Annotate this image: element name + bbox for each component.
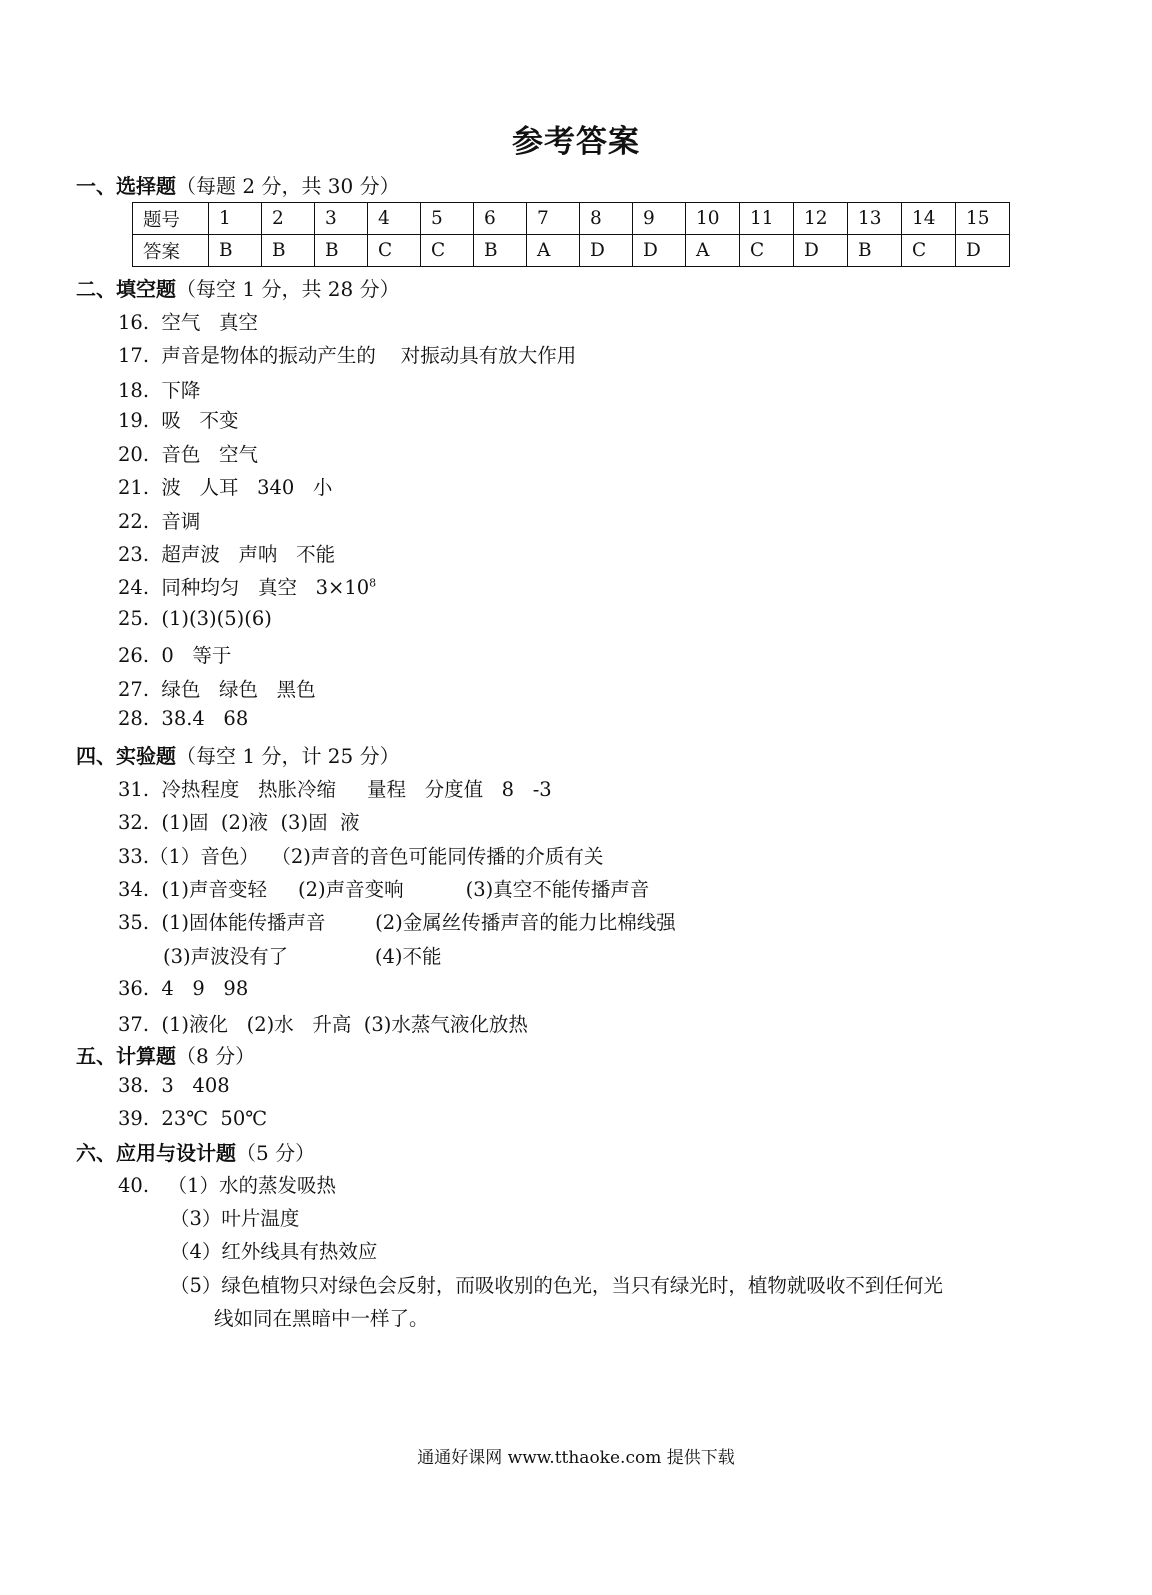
section-experiment-heading: [76, 740, 400, 769]
table-cell: B: [262, 235, 315, 267]
answer-line: 16. 空气 真空: [118, 311, 259, 334]
section-fill-heading: [76, 273, 400, 302]
table-cell: 6: [474, 203, 527, 235]
answer-line: 28. 38.4 68: [118, 707, 249, 730]
table-cell: 3: [315, 203, 368, 235]
table-cell: C: [902, 235, 956, 267]
table-cell: 5: [421, 203, 474, 235]
table-cell: 10: [686, 203, 740, 235]
answer-subline-continued: 线如同在黑暗中一样了。: [214, 1307, 429, 1330]
table-cell: B: [474, 235, 527, 267]
table-cell: 4: [368, 203, 421, 235]
answer-line-24: [118, 572, 376, 600]
section-choice-title: 一、选择题: [76, 174, 176, 198]
answer-subline: （5）绿色植物只对绿色会反射，而吸收别的色光，当只有绿光时，植物就吸收不到任何光: [170, 1274, 943, 1297]
answer-line: 19. 吸 不变: [118, 409, 239, 432]
answer-line: 22. 音调: [118, 510, 201, 533]
answer-line: 35. (1)固体能传播声音 (2)金属丝传播声音的能力比棉线强: [118, 911, 676, 934]
section-choice-heading: [76, 170, 400, 199]
table-cell: 9: [633, 203, 686, 235]
table-cell: 7: [527, 203, 580, 235]
section-calc-note: （8 分）: [176, 1044, 256, 1068]
section-calc-heading: [76, 1040, 255, 1069]
section-application-title: 六、应用与设计题: [76, 1141, 236, 1165]
answer-line: 31. 冷热程度 热胀冷缩 量程 分度值 8 -3: [118, 778, 552, 801]
table-cell: 8: [580, 203, 633, 235]
answer-table: [132, 202, 1010, 267]
answer-line: 27. 绿色 绿色 黑色: [118, 678, 316, 701]
answer-line: 37. (1)液化 (2)水 升高 (3)水蒸气液化放热: [118, 1013, 528, 1036]
table-cell: 2: [262, 203, 315, 235]
table-cell: C: [368, 235, 421, 267]
table-cell: 13: [848, 203, 902, 235]
table-cell: 12: [794, 203, 848, 235]
section-experiment-title: 四、实验题: [76, 744, 176, 768]
table-cell: 11: [740, 203, 794, 235]
page-title: 参考答案: [512, 124, 640, 160]
table-cell: B: [209, 235, 262, 267]
answer-line: 18. 下降: [118, 379, 201, 402]
section-choice-note: （每题 2 分，共 30 分）: [176, 174, 400, 198]
answer-subline: （3）叶片温度: [170, 1207, 300, 1230]
table-row-answers: [133, 235, 1010, 267]
footer-source: 通通好课网 www.tthaoke.com 提供下载: [417, 1448, 735, 1468]
table-cell: B: [315, 235, 368, 267]
table-cell: 14: [902, 203, 956, 235]
answer-subline: （4）红外线具有热效应: [170, 1240, 378, 1263]
table-cell: D: [794, 235, 848, 267]
answer-line: 25. (1)(3)(5)(6): [118, 607, 272, 630]
answer-line-continued: (3)声波没有了 (4)不能: [163, 945, 442, 968]
answer-line: 34. (1)声音变轻 (2)声音变响 (3)真空不能传播声音: [118, 878, 650, 901]
section-calc-title: 五、计算题: [76, 1044, 176, 1068]
section-application-heading: [76, 1137, 315, 1166]
answer-24-exponent: 8: [369, 576, 377, 590]
table-row-numbers: [133, 203, 1010, 235]
row-label-number: 题号: [133, 203, 209, 235]
table-cell: C: [740, 235, 794, 267]
table-cell: A: [527, 235, 580, 267]
table-cell: D: [633, 235, 686, 267]
row-label-answer: 答案: [133, 235, 209, 267]
answer-line: 20. 音色 空气: [118, 443, 259, 466]
answer-line: 17. 声音是物体的振动产生的 对振动具有放大作用: [118, 344, 577, 367]
table-cell: C: [421, 235, 474, 267]
answer-line: 21. 波 人耳 340 小: [118, 476, 333, 499]
answer-line: 23. 超声波 声呐 不能: [118, 543, 336, 566]
answer-line: 36. 4 9 98: [118, 977, 249, 1000]
table-cell: A: [686, 235, 740, 267]
section-fill-title: 二、填空题: [76, 277, 176, 301]
answer-line: 38. 3 408: [118, 1074, 230, 1097]
answer-24-text: 24. 同种均匀 真空 3×10: [118, 576, 370, 599]
table-cell: D: [580, 235, 633, 267]
answer-line: 26. 0 等于: [118, 644, 232, 667]
table-cell: 15: [956, 203, 1010, 235]
table-cell: D: [956, 235, 1010, 267]
section-application-note: （5 分）: [236, 1141, 316, 1165]
section-experiment-note: （每空 1 分，计 25 分）: [176, 744, 400, 768]
answer-line: 40. （1）水的蒸发吸热: [118, 1174, 337, 1197]
answer-line: 32. (1)固 (2)液 (3)固 液: [118, 811, 360, 834]
answer-line: 33.（1）音色） （2)声音的音色可能同传播的介质有关: [118, 845, 604, 868]
table-cell: 1: [209, 203, 262, 235]
table-cell: B: [848, 235, 902, 267]
section-fill-note: （每空 1 分，共 28 分）: [176, 277, 400, 301]
answer-line: 39. 23℃ 50℃: [118, 1107, 268, 1130]
